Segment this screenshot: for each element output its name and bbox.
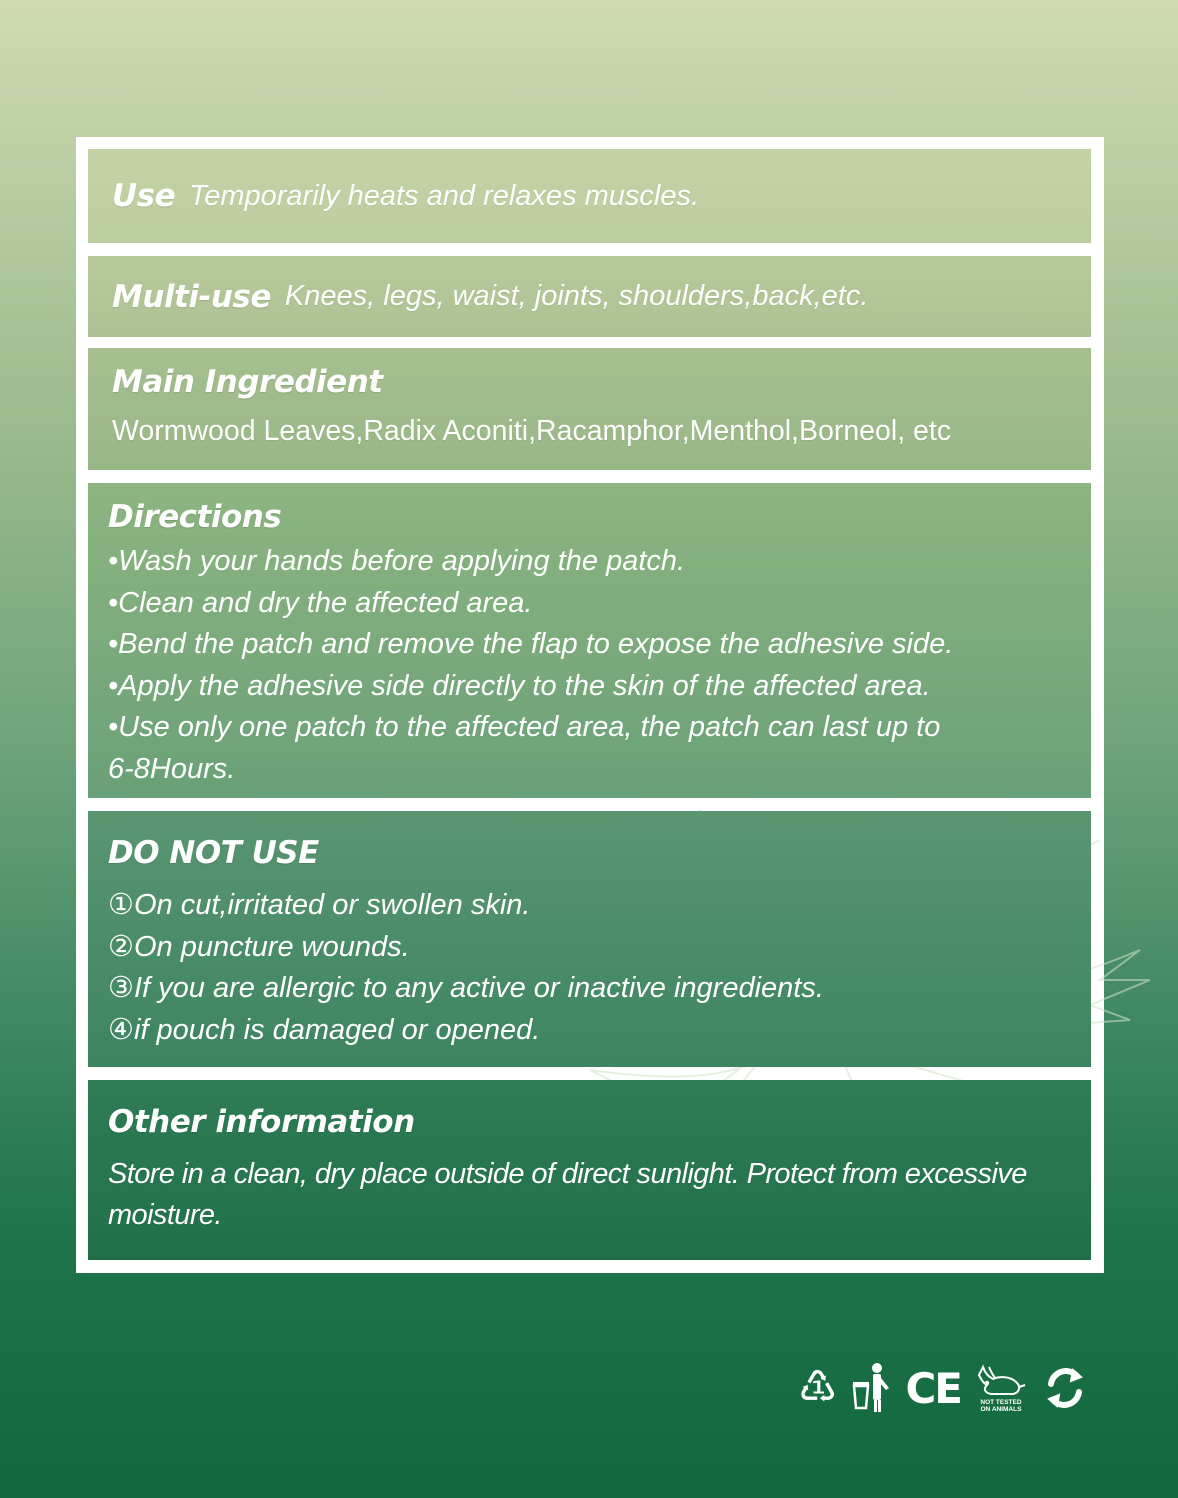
do-not-use-line: ②On puncture wounds. — [108, 930, 410, 963]
not-tested-on-animals-icon — [975, 1363, 1027, 1413]
do-not-use-panel — [88, 811, 1091, 1067]
use-text: Temporarily heats and relaxes muscles. — [189, 179, 700, 212]
reuse-cycle-icon — [1041, 1364, 1089, 1412]
other-information-title: Other information — [108, 1104, 415, 1140]
directions-line: •Bend the patch and remove the flap to expose the adhesive side. — [108, 628, 954, 660]
main-ingredient-title: Main Ingredient — [112, 364, 383, 400]
use-panel — [88, 149, 1091, 243]
do-not-use-line: ④if pouch is damaged or opened. — [108, 1013, 541, 1046]
other-information-panel — [88, 1080, 1091, 1260]
certification-icons — [798, 1358, 1089, 1418]
multi-use-panel — [88, 256, 1091, 337]
other-information-text: Store in a clean, dry place outside of direct sunlight. Protect from excessive moisture. — [108, 1158, 1027, 1231]
do-not-use-title: DO NOT USE — [108, 835, 319, 871]
on-animals-label: ON ANIMALS — [980, 1406, 1022, 1413]
multi-use-text: Knees, legs, waist, joints, shoulders,back,etc. — [284, 280, 869, 312]
directions-line: •Clean and dry the affected area. — [108, 586, 533, 619]
main-ingredient-text: Wormwood Leaves,Radix Aconiti,Racamphor,Menthol,Borneol, etc — [112, 415, 952, 447]
multi-use-title: Multi-use — [112, 278, 271, 315]
trash-bin-icon — [851, 1362, 891, 1414]
directions-panel — [88, 483, 1091, 798]
ce-mark-icon: CE — [905, 1363, 961, 1413]
main-ingredient-panel — [88, 348, 1091, 470]
use-title: Use — [112, 178, 176, 214]
do-not-use-line: ①On cut,irritated or swollen skin. — [108, 889, 531, 921]
directions-line: 6-8Hours. — [108, 752, 236, 785]
directions-line: •Use only one patch to the affected area, the patch can last up to — [108, 711, 941, 743]
directions-line: •Wash your hands before applying the patch. — [108, 545, 686, 577]
not-tested-label: NOT TESTED — [980, 1399, 1022, 1406]
recycle-icon: ♳ — [798, 1362, 838, 1413]
directions-title: Directions — [108, 499, 282, 535]
do-not-use-line: ③If you are allergic to any active or inactive ingredients. — [108, 972, 824, 1004]
directions-line: •Apply the adhesive side directly to the skin of the affected area. — [108, 669, 931, 702]
